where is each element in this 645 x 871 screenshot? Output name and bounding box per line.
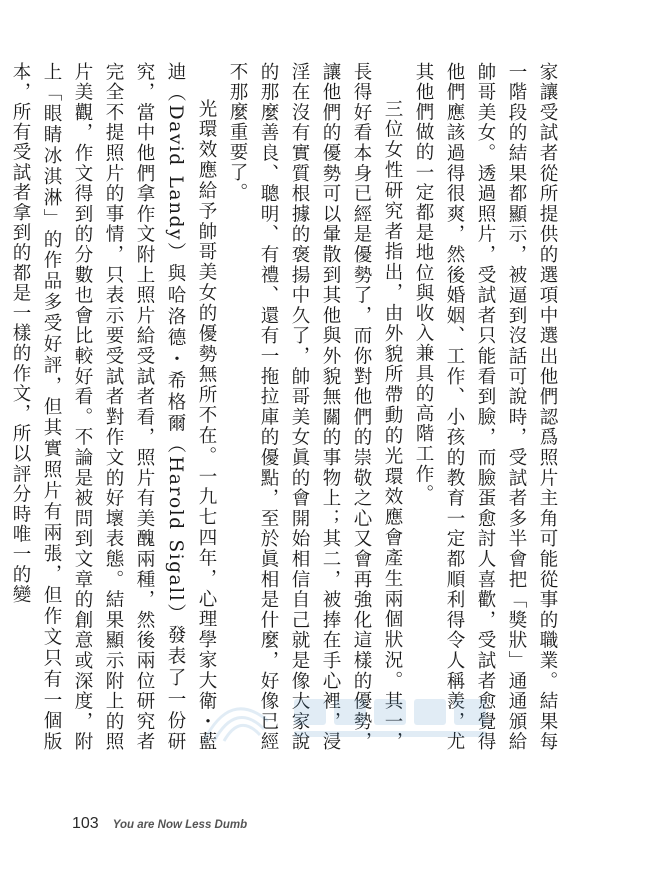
- page-footer: [72, 815, 247, 833]
- paragraph-3: 光環效應給予帥哥美女的優勢無所不在。一九七四年，心理學家大衛・藍迪（David Landy）與哈洛德・希格爾（Harold Sigall）發表了一份研究，當中他們拿作文附上照片給受試者看，照片有美醜兩種，然後兩位研究者完全不提照片的事情，只表示要受試者對作文的好壞表態。結果顯示附上的照片美觀，作文得到的分數也會比較好看。不論是被問到文章的創意或深度，附上「眼睛冰淇淋」的作品多受好評，但其實照片有兩張，但作文只有一個版本，所有受試者拿到的都是一樣的作文，所以評分時唯一的變: [10, 62, 217, 752]
- running-title: You are Now Less Dumb: [112, 819, 248, 831]
- paragraph-1: 家讓受試者從所提供的選項中選出他們認爲照片主角可能從事的職業。結果每一階段的結果都顯示，被逼到沒話可說時，受試者多半會把「獎狀」通通頒給帥哥美女。透過照片，受試者只能看到臉，而臉蛋愈討人喜歡，受試者愈覺得他們應該過得很爽，然後婚姻、工作、小孩的教育一定都順利得令人稱羨，尤其他們做的一定都是地位與收入兼具的高階工作。: [413, 62, 558, 752]
- body-text: [10, 62, 563, 752]
- paragraph-2: 三位女性研究者指出，由外貌所帶動的光環效應會產生兩個狀況。其一，長得好看本身已經是優勢了，而你對他們的崇敬之心又會再強化這樣的優勢，讓他們的優勢可以暈散到其他與外貌無關的事物上；其二，被捧在手心裡，浸淫在沒有實質根據的褒揚中久了，帥哥美女眞的會開始相信自己就是像大家說的那麼善良、聰明、有禮、還有一拖拉庫的優點，至於眞相是什麼，好像已經不那麼重要了。: [227, 62, 403, 752]
- page-number: 103: [72, 815, 99, 832]
